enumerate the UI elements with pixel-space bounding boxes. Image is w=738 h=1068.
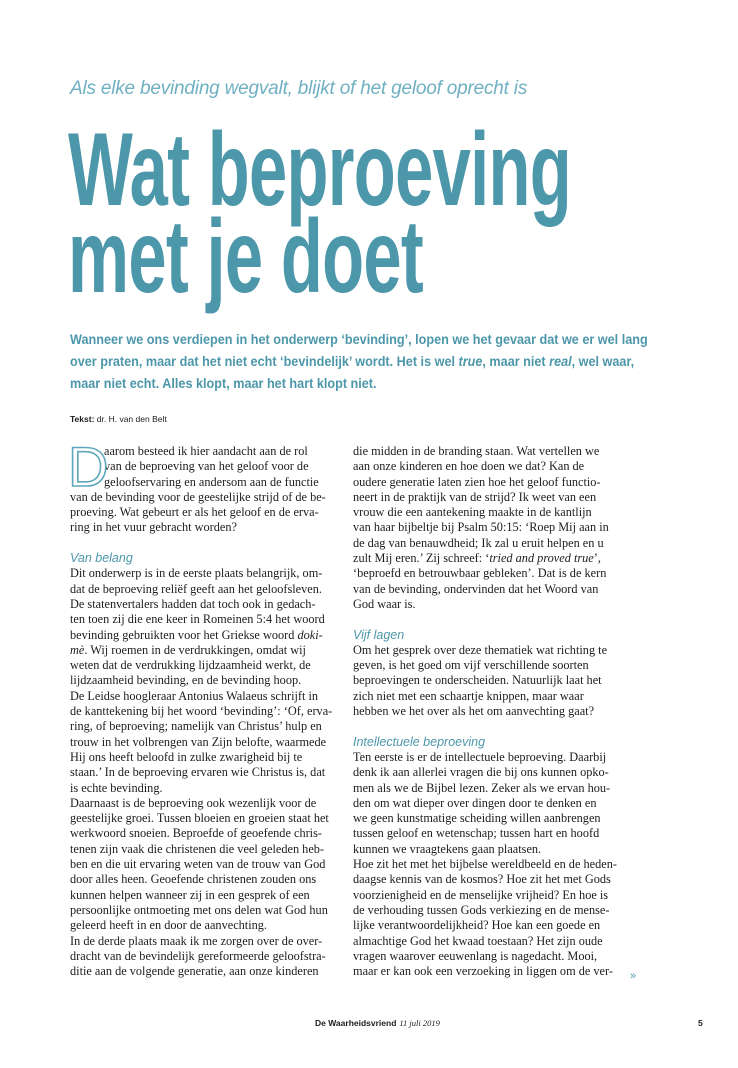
body-line [70,857,335,872]
body-line [70,459,335,474]
lead-line [70,351,635,373]
text-segment: In de derde plaats maak ik me zorgen over de over- [70,933,323,948]
text-segment: persoonlijke ontmoeting met ons delen wat God hun [70,902,328,917]
text-segment: staan.’ In de beproeving ervaren wie Christus is, dat [70,765,326,780]
body-line [353,566,623,581]
text-segment: ditie aan de volgende generatie, aan onze kinderen [70,964,319,979]
page-number: 5 [698,1018,703,1028]
body-line [70,643,335,658]
footer-date: 11 juli 2019 [399,1018,440,1028]
body-line [353,872,623,887]
text-segment: , maar niet [482,354,550,369]
text-segment: denk ik aan allerlei vragen die bij ons kunnen opko- [353,765,609,780]
text-segment: van de bevinding voor de geestelijke strijd of de be- [70,489,326,504]
section-gap [353,612,623,627]
body-line [353,781,623,796]
text-segment: neert in de praktijk van de strijd? Ik weet van een [353,489,597,504]
body-line [70,903,335,918]
italic-text: doki- [297,627,323,642]
italic-text: true [458,354,483,369]
body-line [353,490,623,505]
text-segment: geloofservaring en andersom aan de functie [104,474,319,489]
text-segment: lijdzaamheid bevinding, en de bevinding hoop. [70,673,302,688]
body-line [70,811,335,826]
italic-text: real [549,354,572,369]
body-line [70,597,335,612]
body-line [70,505,335,520]
body-line [353,826,623,841]
byline [70,414,167,424]
text-segment: ring, of beproeving; namelijk van Christus’ hulp en [70,719,322,734]
text-segment: ring in het vuur gebracht worden? [70,520,237,535]
text-segment: God waar is. [353,596,416,611]
body-line [353,796,623,811]
text-segment: oudere generatie laten zien hoe het geloof functio- [353,474,601,489]
text-segment: dat de beproeving reliëf geeft aan het geloofsleven. [70,581,322,596]
body-line [353,444,623,459]
text-segment: Ten eerste is er de intellectuele beproeving. Daarbij [353,749,607,764]
text-segment: , wel waar, [571,354,635,369]
text-segment: geleerd heeft in en door de aanvechting. [70,918,268,933]
text-segment: Hoe zit het met het bijbelse wereldbeeld en de heden- [353,857,617,872]
section-heading: Van belang [70,551,133,566]
body-line [70,673,335,688]
text-segment: geestelijke groei. Tussen bloeien en groeien staat het [70,811,329,826]
text-segment: lijke verantwoordelijkheid? Hoe kan een goede en [353,918,601,933]
title-line-1: Wat beproeving [68,112,572,228]
body-line [70,628,335,643]
drop-cap: D [68,435,109,498]
text-segment: ben en die uit ervaring weten van de trouw van God [70,857,326,872]
text-segment: vragen waarover eeuwenlang is nagedacht. Mooi, [353,948,598,963]
text-segment: men als we de Bijbel lezen. Zeker als we ervan hou- [353,780,611,795]
body-line [70,689,335,704]
body-line [353,934,623,949]
text-segment: is echte bevinding. [70,780,163,795]
body-line [70,872,335,887]
body-line [70,781,335,796]
body-line [353,520,623,535]
body-line [353,597,623,612]
text-segment: Wanneer we ons verdiepen in het onderwerp ‘bevinding’, lopen we het gevaar dat we er wel lang [70,332,648,347]
footer [315,1018,440,1028]
text-segment: we geen kunstmatige scheiding willen aanbrengen [353,811,601,826]
body-line [353,673,623,688]
section-heading: Vijf lagen [353,627,405,642]
text-segment: almachtige God het kwaad toestaan? Het zijn oude [353,933,603,948]
text-segment: . Wij roemen in de verdrukkingen, omdat wij [84,642,306,657]
body-line [70,612,335,627]
text-segment: door alles heen. Geoefende christenen zouden ons [70,872,317,887]
footer-publication: De Waarheidsvriend [315,1018,397,1028]
body-line [353,459,623,474]
body-line [353,475,623,490]
text-segment: maar niet echt. Alles klopt, maar het hart klopt niet. [70,376,377,391]
text-segment: dracht van de bevindelijk gereformeerde geloofstra- [70,948,326,963]
continue-arrow-icon: » [630,970,637,982]
byline-author: dr. H. van den Belt [96,414,167,424]
body-line [353,536,623,551]
body-line [70,658,335,673]
text-segment: trouw in het volbrengen van Zijn belofte, waarmede [70,734,327,749]
text-segment: werkwoord snoeien. Beproefde of geoefende chris- [70,826,322,841]
text-segment: vrouw die een aantekening maakte in de kantlijn [353,505,592,520]
body-line [353,888,623,903]
body-line [353,765,623,780]
body-line [353,505,623,520]
body-line [353,643,623,658]
text-segment: ten toen zij die ene keer in Romeinen 5:4 het woord [70,612,325,627]
lead-paragraph [70,329,648,395]
title-line-2: met je doet [68,199,424,315]
text-segment: van de beproeving van het geloof voor de [104,459,309,474]
text-segment: De statenvertalers hadden dat toch ook in gedach- [70,596,316,611]
text-segment: Daarnaast is de beproeving ook wezenlijk voor de [70,795,317,810]
text-segment: de verhouding tussen Gods verkiezing en de mense- [353,902,610,917]
text-segment: de kanttekening bij het woord ‘bevinding’: ‘Of, erva- [70,704,333,719]
text-segment: ‘beproefd en betrouwbaar gebleken’. Dat is de kern [353,566,607,581]
byline-label: Tekst: [70,414,95,424]
italic-text: mè [70,642,85,657]
body-line [70,796,335,811]
body-line [70,949,335,964]
body-line [70,719,335,734]
text-segment: de dag van benauwdheid; Ik zal u eruit helpen en u [353,535,604,550]
text-segment: Dit onderwerp is in de eerste plaats belangrijk, om- [70,566,323,581]
text-segment: kunnen helpen wanneer zij in een gesprek of een [70,887,310,902]
body-line [70,842,335,857]
body-line [353,857,623,872]
section-heading: Intellectuele beproeving [353,734,486,749]
text-segment: zich niet met een schaartje knippen, maar waar [353,688,584,703]
text-segment: die midden in de branding staan. Wat vertellen we [353,444,600,458]
text-segment: Hij ons heeft beloofd in zulke zwarigheid bij te [70,749,303,764]
text-segment: daagse kennis van de kosmos? Hoe zit het met Gods [353,872,611,887]
kicker: Als elke bevinding wegvalt, blijkt of het geloof oprecht is [70,78,528,99]
body-line [70,444,335,459]
section-gap [70,536,335,551]
text-segment: van de bevinding, ondervinden dat het Woord van [353,581,599,596]
body-line [70,826,335,841]
body-line [353,551,623,566]
lead-line [70,373,600,395]
body-line [70,520,335,535]
body-line [70,490,335,505]
column-2 [353,444,623,979]
text-segment: hebben we het over als het om aanvechting gaat? [353,704,595,719]
text-segment: bevinding gebruikten voor het Griekse woord [70,627,298,642]
body-line [70,704,335,719]
body-line [353,964,623,979]
body-line [70,918,335,933]
body-line [353,918,623,933]
body-line [70,888,335,903]
text-segment: geven, is het goed om vijf verschillende soorten [353,658,589,673]
text-segment: van haar bijbeltje bij Psalm 50:15: ‘Roep Mij aan in [353,520,609,535]
text-segment: aan onze kinderen en hoe doen we dat? Kan de [353,459,585,474]
italic-text: tried and proved true [489,551,594,566]
body-line [70,735,335,750]
body-line [353,689,623,704]
body-line [353,842,623,857]
body-line [70,964,335,979]
body-line [70,582,335,597]
body-line [353,811,623,826]
section-gap [353,719,623,734]
body-line [70,475,335,490]
body-line [70,566,335,581]
lead-line [70,329,648,351]
text-segment: kunnen we vraagtekens gaan plaatsen. [353,841,542,856]
body-line [70,750,335,765]
body-line [70,765,335,780]
text-segment: tenen zijn vaak die christenen die veel geleden heb- [70,841,325,856]
text-segment: voorzienigheid en de menselijke vrijheid? En hoe is [353,887,609,902]
body-line [353,903,623,918]
text-segment: over praten, maar dat het niet echt ‘bevindelijk’ wordt. Het is wel [70,354,459,369]
text-segment: zult Mij eren.’ Zij schreef: ‘ [353,551,490,566]
text-segment: weten dat de verdrukking lijdzaamheid werkt, de [70,658,311,673]
text-segment: den om wat dieper over dingen door te denken en [353,795,597,810]
column-1 [68,435,335,979]
body-line [353,704,623,719]
body-line [353,658,623,673]
text-segment: beproevingen te onderscheiden. Natuurlijk laat het [353,673,602,688]
text-segment: tussen geloof en wetenschap; tussen hart en hoofd [353,826,600,841]
body-line [353,750,623,765]
text-segment: proeving. Wat gebeurt er als het geloof en de erva- [70,505,319,520]
text-segment: Om het gesprek over deze thematiek wat richting te [353,642,608,657]
body-line [353,582,623,597]
text-segment: De Leidse hoogleraar Antonius Walaeus schrijft in [70,688,319,703]
body-line [70,934,335,949]
text-segment: aarom besteed ik hier aandacht aan de rol [104,444,308,458]
text-segment: ’, [593,551,601,566]
text-segment: maar er kan ook een verzoeking in liggen om de ver- [353,964,613,979]
body-line [353,949,623,964]
